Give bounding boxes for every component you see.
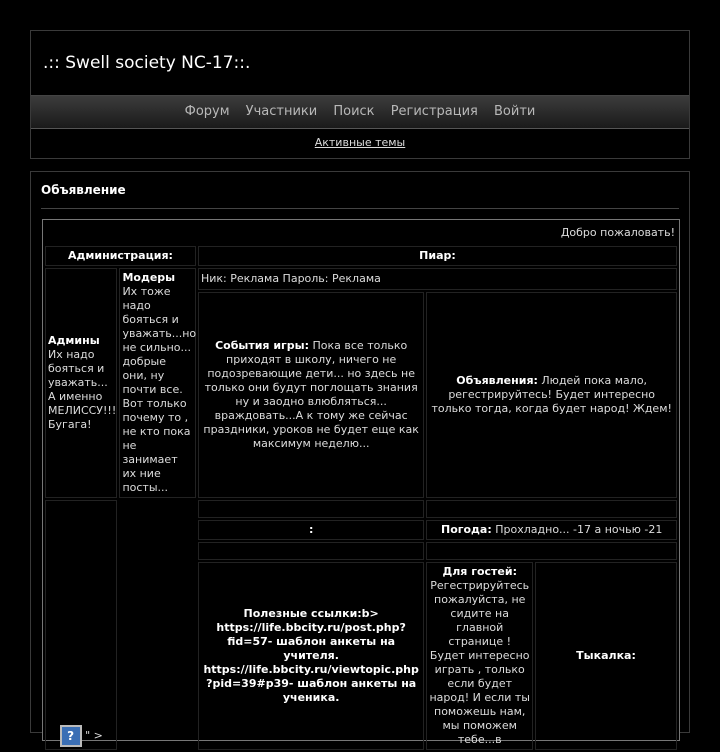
admins-label: Админы: [48, 334, 100, 347]
weather-label: Погода:: [440, 523, 492, 536]
spacer-cell: [198, 500, 424, 518]
notices-cell: [426, 292, 677, 499]
announcement-panel: [30, 171, 690, 746]
notices-text: Людей пока мало, регестрируйтесь! Будет интересно только тогда, когда будет народ! Ждем!: [431, 373, 672, 415]
welcome-text: Добро пожаловать!: [560, 226, 675, 239]
links-text: Полезные ссылки:b> https://life.bbcity.ru/post.php?fid=57- шаблон анкеты на учителя. https://life.bbcity.ru/viewtopic.php?pid=39#p39- шаблон анкеты на ученика.: [203, 607, 419, 704]
pr-login: Ник: Реклама Пароль: Реклама: [198, 268, 677, 290]
spacer-cell: [426, 500, 677, 518]
main-navbar: [31, 95, 689, 129]
poke-cell: [535, 562, 677, 750]
admins-text: Их надо бояться и уважать... А именно МЕЛИССУ!!! Бугага!: [48, 348, 117, 431]
site-title[interactable]: .:: Swell society NC-17::.: [43, 53, 251, 73]
mods-label: Модеры: [122, 271, 176, 284]
events-label: События игры:: [215, 338, 310, 352]
guests-cell: [426, 562, 533, 750]
events-text: Пока все только приходят в школу, ничего не подозревающие дети... но здесь не только они будут поглощать знания ну и заодно влюбляться... враждовать...А к тому же сейчас праздники, уроков не будет еще как максимум неделю...: [203, 338, 419, 450]
nav-forum[interactable]: Форум: [184, 104, 230, 119]
pr-header: Пиар:: [198, 246, 677, 266]
weather-text: Прохладно... -17 а ночью -21: [495, 523, 663, 536]
icon-cell: [45, 500, 117, 750]
mods-cell: [119, 268, 195, 498]
active-topics-bar: [31, 136, 689, 149]
admin-header: Администрация:: [45, 246, 196, 266]
weather-cell: [426, 520, 677, 540]
notices-label: Объявления:: [456, 373, 538, 387]
help-icon[interactable]: ?: [60, 725, 82, 747]
mods-text: Их тоже надо бояться и уважать...но не сильно... добрые они, ну почти все. Вот только почему то , не кто пока не занимает их ние посты...: [122, 285, 197, 494]
spacer-cell: [426, 542, 677, 560]
nav-search[interactable]: Поиск: [333, 104, 375, 119]
links-cell: [198, 562, 424, 750]
spacer-cell: [198, 542, 424, 560]
empty-cell: [119, 500, 195, 750]
nav-members[interactable]: Участники: [245, 104, 318, 119]
guests-text: Регестрируйтесь пожалуйста, не сидите на главной странице ! Будет интересно играть , только если будет народ! И если ты поможешь нам, мы поможем тебе...в: [429, 579, 530, 746]
admins-cell: [45, 268, 117, 498]
announcement-table: [43, 220, 679, 752]
colon-cell: :: [198, 520, 424, 540]
guests-label: Для гостей:: [442, 565, 517, 578]
events-cell: [198, 292, 424, 499]
nav-login[interactable]: Войти: [494, 104, 536, 119]
header-panel: [30, 30, 690, 159]
nav-register[interactable]: Регистрация: [390, 104, 478, 119]
divider: [41, 208, 679, 209]
icon-suffix: " >: [85, 729, 103, 742]
poke-label: Тыкалка:: [576, 649, 636, 662]
announcement-content: [42, 219, 680, 746]
active-topics-link[interactable]: Активные темы: [314, 136, 406, 149]
announcement-title: Объявление: [41, 183, 126, 197]
